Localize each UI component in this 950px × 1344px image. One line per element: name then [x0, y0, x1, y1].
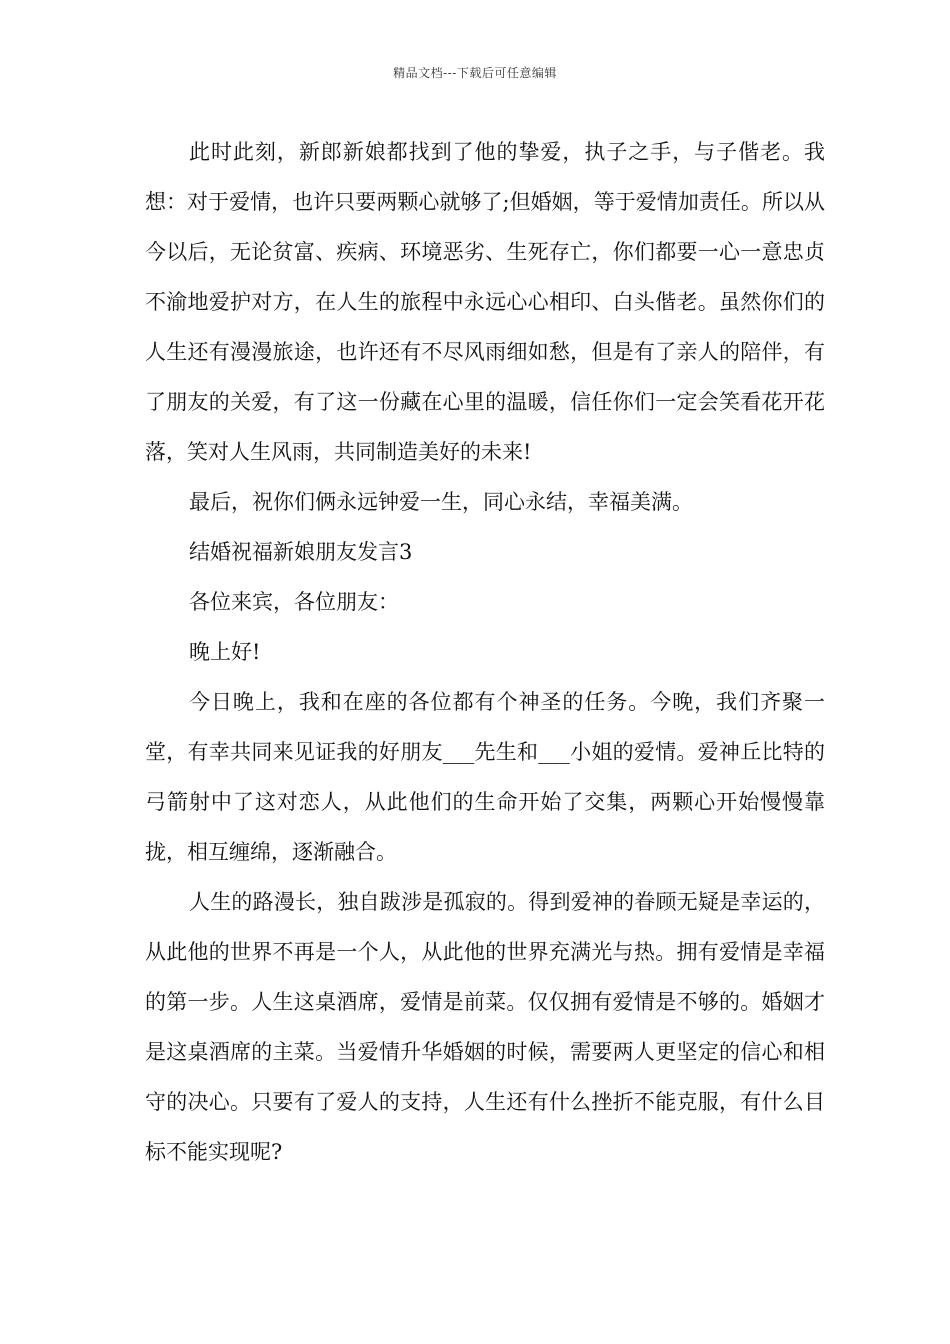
page-header: 精品文档---下载后可任意编辑: [393, 66, 557, 80]
paragraph-greeting: 晚上好!: [189, 640, 261, 664]
paragraph-closing-wish: 最后，祝你们俩永远钟爱一生，同心永结，幸福美满。: [189, 490, 693, 514]
paragraph-tonight: 今日晚上，我和在座的各位都有个神圣的任务。今晚，我们齐聚一堂，有幸共同来见证我的好朋友___先生和___小姐的爱情。爱神丘比特的弓箭射中了这对恋人，从此他们的生命开始了交集，两颗心开始慢慢靠拢，相互缠绵，逐渐融合。: [145, 690, 825, 864]
paragraph-salutation: 各位来宾，各位朋友：: [189, 590, 399, 614]
paragraph-life-road: 人生的路漫长，独自跋涉是孤寂的。得到爱神的眷顾无疑是幸运的，从此他的世界不再是一个人，从此他的世界充满光与热。拥有爱情是幸福的第一步。人生这桌酒席，爱情是前菜。仅仅拥有爱情是不够的。婚姻才是这桌酒席的主菜。当爱情升华婚姻的时候，需要两人更坚定的信心和相守的决心。只要有了爱人的支持，人生还有什么挫折不能克服，有什么目标不能实现呢?: [145, 890, 825, 1164]
document-body: [145, 127, 825, 1177]
paragraph-vows: 此时此刻，新郎新娘都找到了他的挚爱，执子之手，与子偕老。我想：对于爱情，也许只要两颗心就够了;但婚姻，等于爱情加责任。所以从今以后，无论贫富、疾病、环境恶劣、生死存亡，你们都要一心一意忠贞不渝地爱护对方，在人生的旅程中永远心心相印、白头偕老。虽然你们的人生还有漫漫旅途，也许还有不尽风雨细如愁，但是有了亲人的陪伴，有了朋友的关爱，有了这一份藏在心里的温暖，信任你们一定会笑看花开花落，笑对人生风雨，共同制造美好的未来!: [145, 140, 825, 464]
section-heading: 结婚祝福新娘朋友发言3: [189, 540, 413, 564]
